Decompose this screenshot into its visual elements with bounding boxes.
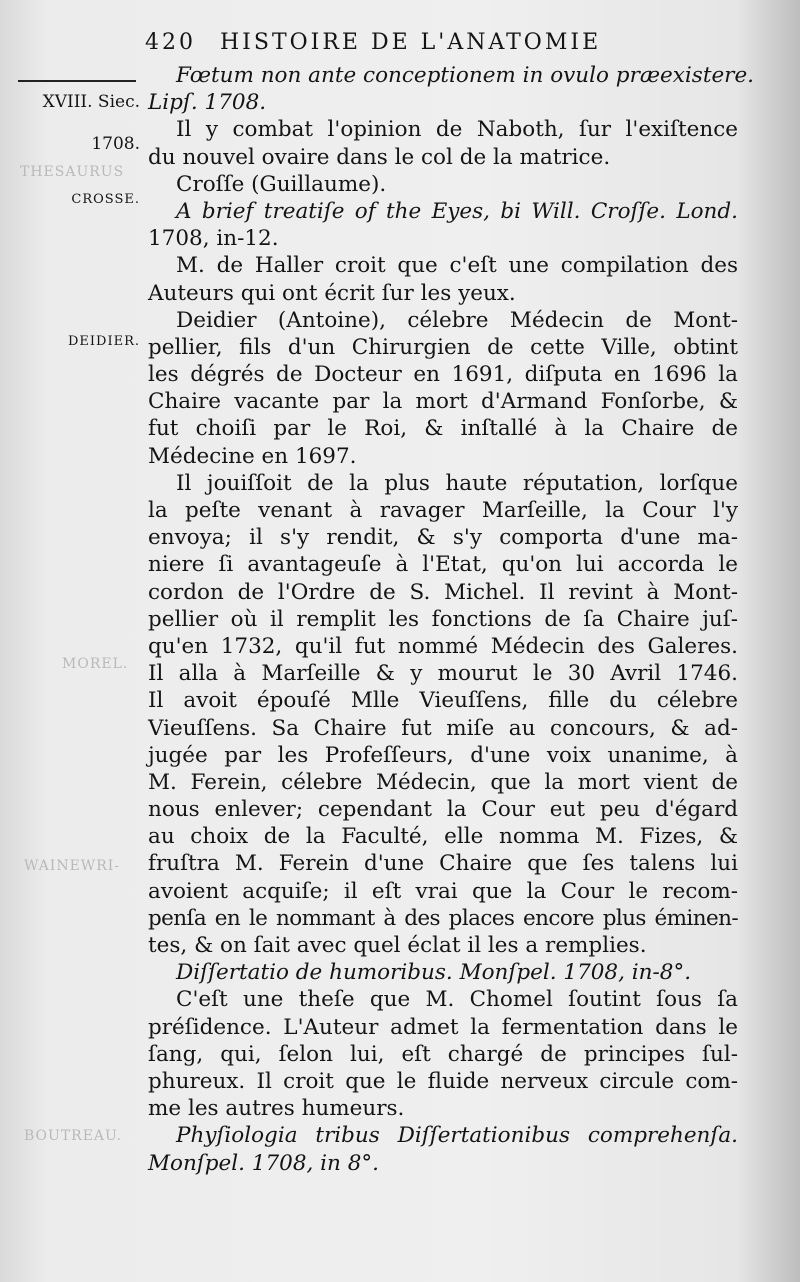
text-line: avoient acquiſe; il eſt vrai que la Cour le recom- bbox=[148, 878, 738, 904]
bleed-through-text: THESAURUS bbox=[20, 164, 125, 180]
text-line: me les autres humeurs. bbox=[148, 1096, 405, 1122]
text-line: A brief treatiſe of the Eyes, bi Will. Croſſe. Lond. bbox=[176, 198, 738, 224]
text-line: Il y combat l'opinion de Naboth, ſur l'exiſtence bbox=[176, 117, 738, 143]
text-line: Monſpel. 1708, in 8°. bbox=[148, 1150, 379, 1176]
text-line: Fœtum non ante conceptionem in ovulo præexistere. bbox=[176, 63, 755, 88]
bleed-through-text: MOREL. bbox=[62, 656, 129, 672]
text-line: préſidence. L'Auteur admet la fermentation dans le bbox=[148, 1014, 738, 1040]
text-line: Il jouiſſoit de la plus haute réputation, lorſque bbox=[176, 470, 738, 496]
text-line: jugée par les Profeſſeurs, d'une voix unanime, à bbox=[148, 742, 738, 768]
text-line: tes, & on ſait avec quel éclat il les a remplies. bbox=[148, 933, 647, 958]
running-title: HISTOIRE DE L'ANATOMIE bbox=[220, 30, 602, 55]
text-line: fut choiſi par le Roi, & inſtallé à la Chaire de bbox=[148, 416, 738, 442]
text-line: Il alla à Marſeille & y mourut le 30 Avril 1746. bbox=[148, 661, 738, 687]
margin-note-year: 1708. bbox=[91, 134, 140, 154]
text-line: Il avoit épouſé Mlle Vieuſſens, fille du célebre bbox=[148, 688, 738, 714]
text-line: du nouvel ovaire dans le col de la matrice. bbox=[148, 144, 611, 170]
bleed-through-text: WAINEWRI- bbox=[24, 858, 120, 874]
text-line: penſa en le nommant à des places encore plus éminen- bbox=[148, 905, 738, 931]
text-line: pellier où il remplit les fonctions de ſa Chaire juſ- bbox=[148, 606, 738, 632]
entry-heading-deidier: Deidier (Antoine), célebre Médecin de Mont- bbox=[176, 307, 738, 333]
bleed-through-text: BOUTREAU. bbox=[24, 1128, 122, 1144]
text-line: fruſtra M. Ferein d'une Chaire que ſes talens lui bbox=[148, 851, 738, 877]
text-line: Auteurs qui ont écrit ſur les yeux. bbox=[148, 280, 516, 306]
margin-note-crosse: CROSSE. bbox=[71, 192, 140, 207]
text-line: niere ſi avantageuſe à l'Etat, qu'on lui accorda le bbox=[148, 552, 738, 578]
text-line: pellier, fils d'un Chirurgien de cette Ville, obtint bbox=[148, 334, 738, 360]
margin-rule bbox=[18, 80, 136, 82]
margin-note-century: XVIII. Siec. bbox=[42, 92, 140, 112]
text-line: Médecine en 1697. bbox=[148, 443, 357, 469]
running-header bbox=[145, 30, 765, 55]
text-line: nous enlever; cependant la Cour eut peu d'égard bbox=[148, 797, 738, 823]
text-line: phureux. Il croit que le fluide nerveux circule com- bbox=[148, 1068, 738, 1094]
entry-heading-crosse: Croſſe (Guillaume). bbox=[176, 171, 387, 197]
text-line: envoya; il s'y rendit, & s'y comporta d'une ma- bbox=[148, 525, 738, 551]
page-number: 420 bbox=[145, 30, 196, 55]
text-line: ſang, qui, ſelon lui, eſt chargé de principes ſul- bbox=[148, 1041, 738, 1067]
text-line: Phyſiologia tribus Diſſertationibus comprehenſa. bbox=[176, 1123, 738, 1149]
text-line: qu'en 1732, qu'il fut nommé Médecin des Galeres. bbox=[148, 633, 738, 659]
text-line: les dégrés de Docteur en 1691, diſputa en 1696 la bbox=[148, 362, 738, 388]
text-line: C'eſt une theſe que M. Chomel ſoutint ſous ſa bbox=[176, 987, 738, 1013]
text-line: Diſſertatio de humoribus. Monſpel. 1708, in-8°. bbox=[176, 960, 692, 986]
margin-note-deidier: DEIDIER. bbox=[67, 334, 140, 349]
text-line: Lipſ. 1708. bbox=[148, 90, 267, 116]
text-line: Vieuſſens. Sa Chaire fut miſe au concours, & ad- bbox=[148, 715, 738, 741]
main-text-block bbox=[148, 62, 755, 1177]
text-line: Chaire vacante par la mort d'Armand Fonſorbe, & bbox=[148, 389, 738, 415]
text-line: M. de Haller croit que c'eſt une compilation des bbox=[176, 253, 738, 279]
text-line: au choix de la Faculté, elle nomma M. Fizes, & bbox=[148, 824, 738, 850]
text-line: cordon de l'Ordre de S. Michel. Il revint à Mont- bbox=[148, 579, 738, 605]
text-line: M. Ferein, célebre Médecin, que la mort vient de bbox=[148, 769, 738, 795]
text-line: la peſte venant à ravager Marſeille, la Cour l'y bbox=[148, 498, 738, 523]
text-line: 1708, in-12. bbox=[148, 226, 279, 252]
